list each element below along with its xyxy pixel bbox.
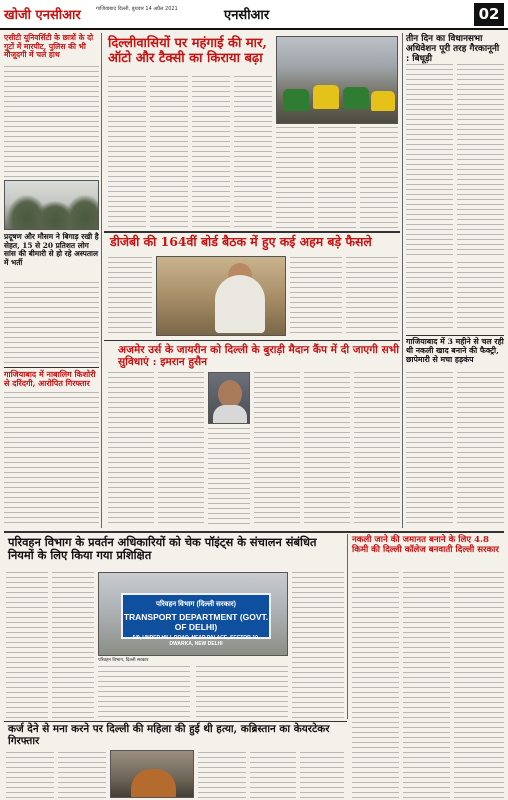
ghaziabad-body-col1	[406, 372, 453, 527]
fraud-body-col1	[352, 572, 399, 798]
fraud-body-col2	[403, 572, 450, 798]
right-top-body-col2	[457, 64, 504, 258]
column-rule	[101, 33, 102, 528]
transport-dept-photo	[98, 572, 288, 656]
main-body-col5	[276, 127, 314, 228]
bottom-headline: कर्ज देने से मना करने पर दिल्ली की महिला की हुई थी हत्या, कब्रिस्तान का केयरटेकर गिरफ्तार	[8, 723, 330, 747]
ajmer-portrait-photo	[208, 372, 250, 424]
main-body-col3	[192, 76, 230, 228]
main-body-col6	[318, 127, 356, 228]
paper-name-block	[4, 4, 94, 26]
col1-story1-body	[4, 66, 99, 178]
bottom-body-col2	[58, 752, 106, 798]
main-body-col7	[360, 127, 398, 228]
ajmer-body-col6	[354, 372, 400, 527]
col1-story2-body	[4, 282, 99, 364]
bottom-body-col5	[300, 752, 344, 798]
transport-body-col1	[6, 572, 48, 718]
auto-rickshaw-photo	[276, 36, 398, 124]
ajmer-body-col4	[254, 372, 300, 527]
bottom-body-col3	[198, 752, 246, 798]
transport-body-col5	[292, 572, 344, 718]
col1-story3-body	[4, 392, 99, 526]
paper-name: खोजी एनसीआर	[4, 8, 81, 23]
smog-photo	[4, 180, 99, 230]
main-body-col4	[234, 76, 272, 228]
bottom-story-photo	[110, 750, 194, 798]
section-title: एनसीआर	[224, 8, 270, 23]
bottom-body-col1	[6, 752, 54, 798]
main-body-col1	[108, 76, 146, 228]
transport-headline: परिवहन विभाग के प्रवर्तन अधिकारियों को चेक पॉइंट्स के संचालन संबंधित नियमों के लिए किया गया प्रशिक्षित	[8, 535, 317, 563]
transport-body-col4	[196, 666, 288, 718]
djb-body-col2	[290, 257, 342, 337]
djb-meeting-photo	[156, 256, 286, 336]
ajmer-body-col5	[304, 372, 350, 527]
djb-body-col5	[457, 262, 504, 332]
transport-body-col2	[52, 572, 94, 718]
transport-photo-caption: परिवहन विभाग, दिल्ली सरकार	[98, 658, 149, 663]
transport-sign-board: परिवहन विभाग (दिल्ली सरकार) TRANSPORT DEPARTMENT (GOVT. OF DELHI) 5/9, UNDER HILL ROAD, NEAR PALACE, SECTOR-10, DWARKA, NEW DELHI	[121, 593, 271, 639]
fraud-body-col3	[454, 572, 504, 798]
col1-story2-headline: प्रदूषण और मौसम ने बिगाड़ रखी है सेहत, 15 से 20 प्रतिशत लोग सांस की बीमारी से हो रहे अस्पताल में भर्ती	[4, 232, 99, 267]
ajmer-body-col3	[208, 428, 250, 527]
main-headline: दिल्लीवासियों पर महंगाई की मार, ऑटो और टैक्सी का किराया बढ़ा	[108, 36, 267, 66]
page-number: 02	[474, 3, 504, 26]
djb-headline: डीजेबी की 164वीं बोर्ड बैठक में हुए कई अहम बड़े फैसले	[110, 234, 372, 249]
right-top-body-col1	[406, 64, 453, 258]
transport-body-col3	[98, 666, 190, 718]
ghaziabad-box-headline: गाजियाबाद में 3 महीने से चल रही थी नकली खाद बनाने की फैक्ट्री, छापेमारी से मचा हड़कंप	[406, 337, 504, 364]
bottom-body-col4	[250, 752, 296, 798]
right-top-headline: तीन दिन का विधानसभा अधिवेशन पूरी तरह गैरकानूनी : बिधूड़ी	[406, 34, 500, 65]
ajmer-body-col1	[108, 372, 154, 527]
main-body-col2	[150, 76, 188, 228]
masthead	[0, 0, 508, 30]
ajmer-headline: अजमेर उर्स के जायरीन को दिल्ली के बुराड़ी मैदान कैंप में दी जाएगी सभी सुविधाएं : इमरान हुसैन	[118, 344, 399, 369]
djb-body-col4	[406, 262, 453, 332]
ghaziabad-body-col2	[457, 372, 504, 527]
ajmer-body-col2	[158, 372, 204, 527]
djb-body-col1	[108, 257, 152, 337]
fraud-headline: नकली जाने की जमानत बनाने के लिए 4.8 किमी की दिल्ली कॉलेज बनवाती दिल्ली सरकार	[352, 535, 499, 555]
dateline: गाजियाबाद दिल्ली, बुधवार 14 अप्रैल 2021	[96, 6, 178, 12]
col1-story3-headline: गाजियाबाद में नाबालिग किशोरी से दरिंदगी, आरोपित गिरफ्तार	[4, 369, 96, 389]
djb-body-col3	[346, 257, 398, 337]
col1-story1-headline: एसीटी यूनिवर्सिटी के छात्रों के दो गुटों में मारपीट, पुलिस की भी मौजूदगी में चले हाथ	[4, 33, 94, 60]
column-rule	[402, 33, 403, 528]
